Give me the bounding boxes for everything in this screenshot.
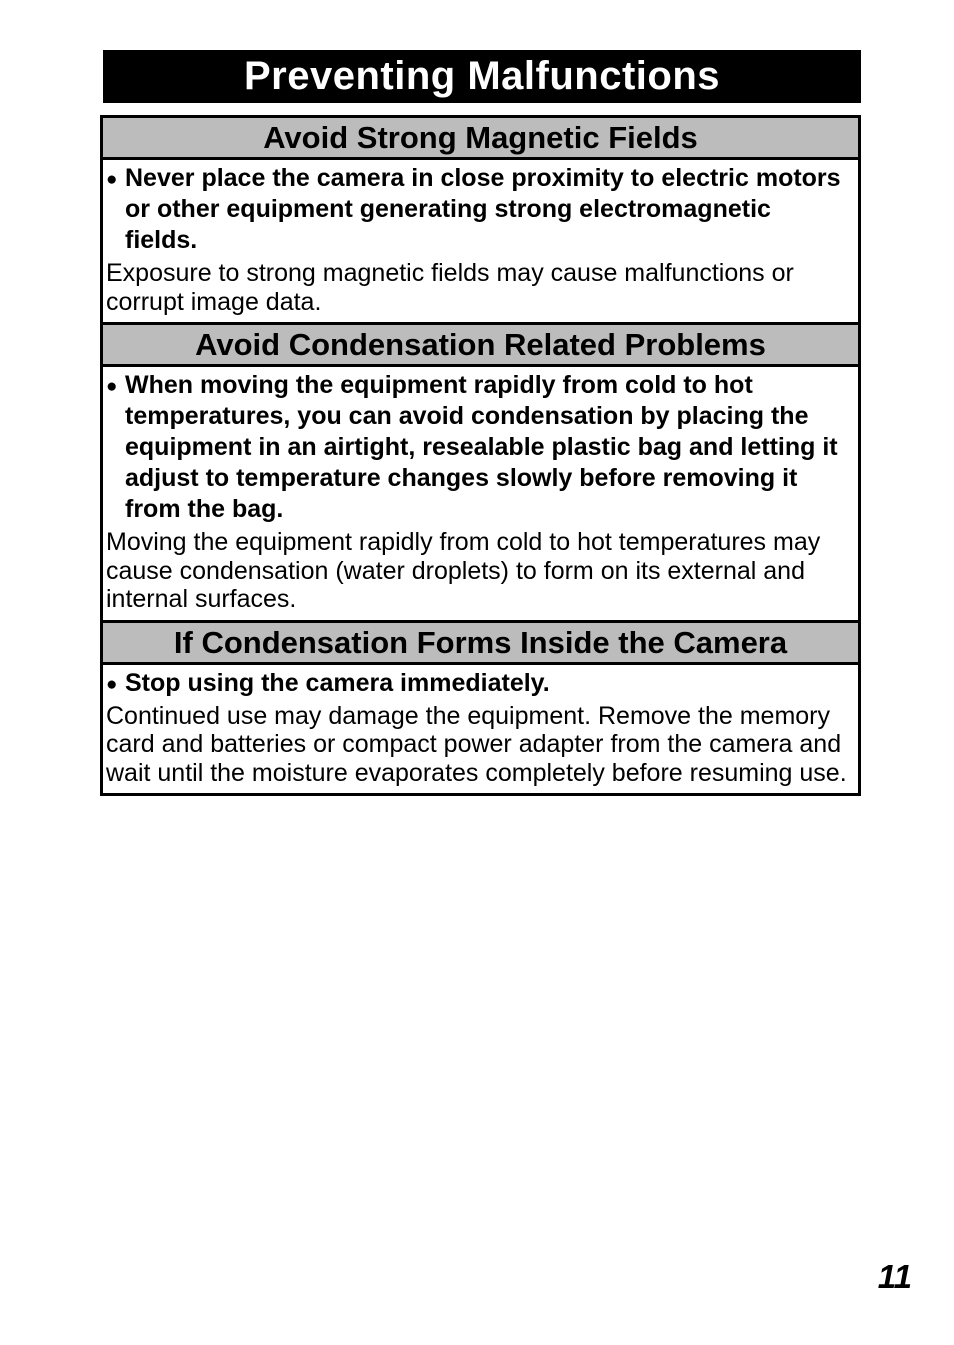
text-line: corrupt image data. xyxy=(106,287,322,316)
bullet-icon: ● xyxy=(106,376,118,397)
page-title: Preventing Malfunctions xyxy=(103,50,861,103)
page-number: 11 xyxy=(877,1258,912,1295)
bullet-paragraph xyxy=(106,668,854,699)
bullet-paragraph xyxy=(106,163,854,256)
text-line: Continued use may damage the equipment. Remove the memory xyxy=(106,701,830,730)
content-table xyxy=(100,115,861,796)
text-line: temperatures, you can avoid condensation by placing the xyxy=(125,402,809,430)
section-header-magnetic-fields: Avoid Strong Magnetic Fields xyxy=(103,118,858,160)
section-header-condensation-problems: Avoid Condensation Related Problems xyxy=(103,322,858,367)
text-line: When moving the equipment rapidly from cold to hot xyxy=(125,371,753,399)
body-paragraph xyxy=(106,702,854,788)
text-line: adjust to temperature changes slowly before removing it xyxy=(125,464,798,492)
text-line: Stop using the camera immediately. xyxy=(125,668,550,697)
section-body-condensation-inside xyxy=(103,665,858,794)
bullet-paragraph xyxy=(106,370,854,525)
text-line: or other equipment generating strong electromagnetic xyxy=(125,195,771,223)
text-line: card and batteries or compact power adapter from the camera and xyxy=(106,730,842,758)
text-line: cause condensation (water droplets) to form on its external and xyxy=(106,556,805,585)
bullet-icon: ● xyxy=(106,673,118,695)
body-paragraph xyxy=(106,528,854,614)
text-line: Moving the equipment rapidly from cold to hot temperatures may xyxy=(106,528,821,556)
section-body-condensation-problems xyxy=(103,367,858,620)
text-line: from the bag. xyxy=(125,495,284,523)
body-paragraph xyxy=(106,259,854,316)
text-line: Exposure to strong magnetic fields may cause malfunctions or xyxy=(106,259,794,287)
section-header-condensation-inside: If Condensation Forms Inside the Camera xyxy=(103,620,858,665)
text-line: internal surfaces. xyxy=(106,585,297,613)
section-body-magnetic-fields xyxy=(103,160,858,322)
text-line: Never place the camera in close proximity to electric motors xyxy=(125,164,841,192)
text-line: equipment in an airtight, resealable plastic bag and letting it xyxy=(125,433,838,461)
text-line: wait until the moisture evaporates completely before resuming use. xyxy=(106,758,847,787)
bullet-icon: ● xyxy=(106,169,118,190)
text-line: fields. xyxy=(125,226,198,254)
